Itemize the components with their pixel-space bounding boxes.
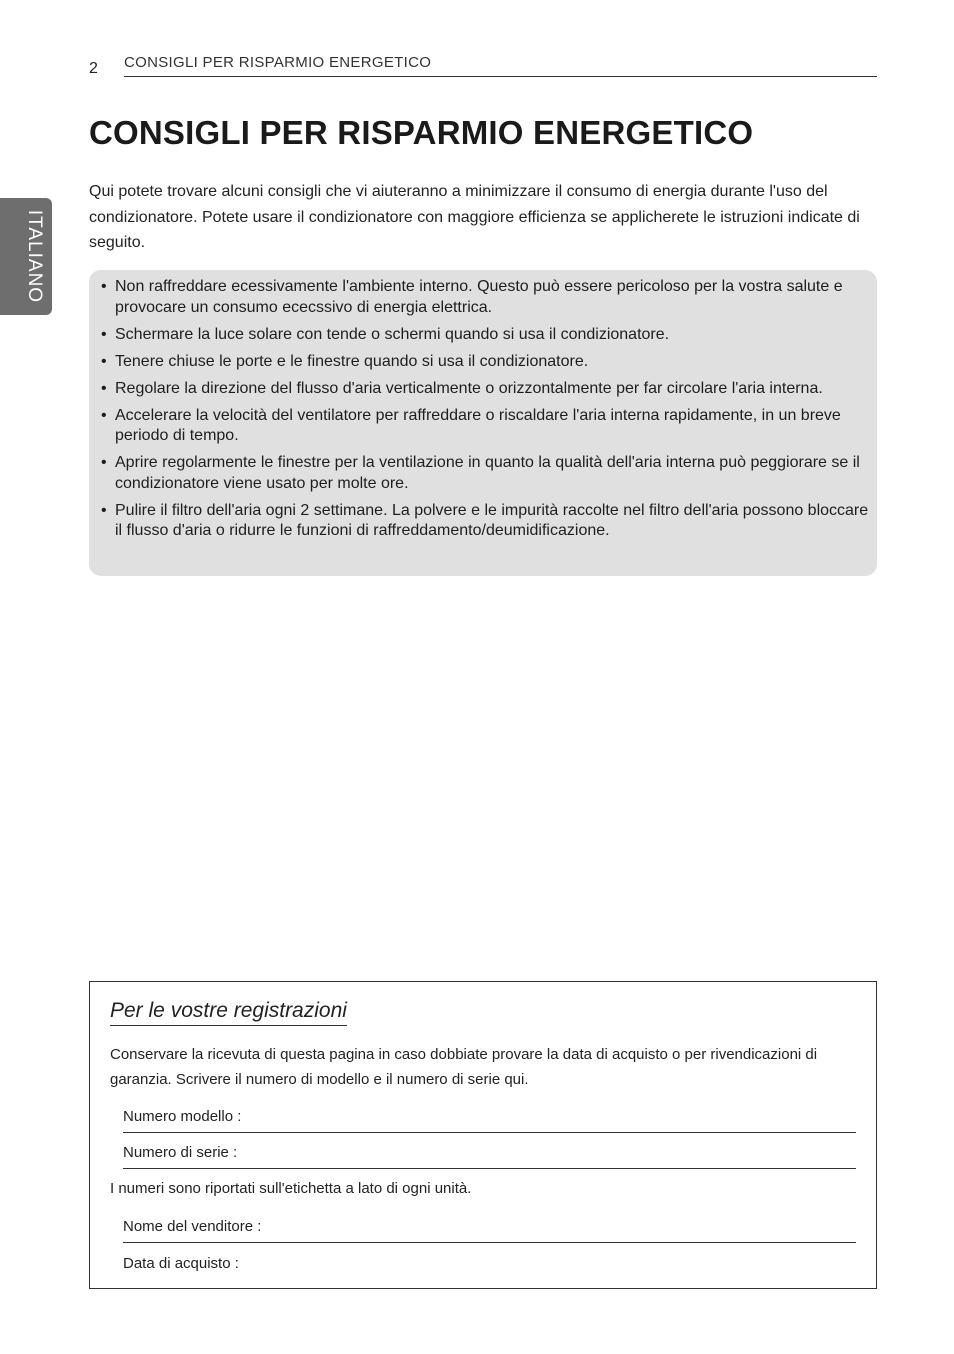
label-location-note: I numeri sono riportati sull'etichetta a lato di ogni unità. <box>110 1180 472 1197</box>
tip-text: Tenere chiuse le porte e le finestre quando si usa il condizionatore. <box>115 352 589 370</box>
records-box <box>89 981 877 1289</box>
purchase-date-field[interactable] <box>123 1251 856 1279</box>
bullet-icon: • <box>101 352 107 370</box>
dealer-name-label: Nome del venditore : <box>123 1218 262 1235</box>
tip-item <box>89 325 877 346</box>
intro-paragraph: Qui potete trovare alcuni consigli che vi aiuteranno a minimizzare il consumo di energia durante l'uso del condizionatore. Potete usare il condizionatore con maggiore efficienza se applicherete le istruzioni indicate di seguito. <box>89 183 860 251</box>
tip-text: Non raffreddare ecessivamente l'ambiente interno. Questo può essere pericoloso per la vostra salute e provocare un consumo ececssivo di energia elettrica. <box>115 278 843 316</box>
purchase-date-label: Data di acquisto : <box>123 1255 239 1272</box>
dealer-name-field[interactable] <box>123 1214 856 1243</box>
serial-number-label: Numero di serie : <box>123 1144 238 1161</box>
bullet-icon: • <box>101 501 107 519</box>
header-divider <box>124 76 877 77</box>
records-intro: Conservare la ricevuta di questa pagina in caso dobbiate provare la data di acquisto o per rivendicazioni di garanzia. Scrivere il numero di modello e il numero di serie qui. <box>110 1046 818 1088</box>
page-number: 2 <box>89 60 98 77</box>
page-title: CONSIGLI PER RISPARMIO ENERGETICO <box>89 114 754 151</box>
energy-tips-list <box>89 270 877 542</box>
tip-text: Accelerare la velocità del ventilatore per raffreddare o riscaldare l'aria interna rapidamente, in un breve periodo di tempo. <box>115 406 841 444</box>
tip-item <box>89 406 877 447</box>
serial-number-field[interactable] <box>123 1140 856 1169</box>
tip-text: Regolare la direzione del flusso d'aria verticalmente o orizzontalmente per far circolare l'aria interna. <box>115 379 823 397</box>
tip-text: Aprire regolarmente le finestre per la ventilazione in quanto la qualità dell'aria interna può peggiorare se il condizionatore viene usato per molte ore. <box>115 454 860 492</box>
bullet-icon: • <box>101 325 107 343</box>
bullet-icon: • <box>101 454 107 471</box>
bullet-icon: • <box>101 406 107 424</box>
tip-text: Pulire il filtro dell'aria ogni 2 settimane. La polvere e le impurità raccolte nel filtro dell'aria possono bloccare il flusso d'aria o ridurre le funzioni di raffreddamento/deumidificazione. <box>115 501 869 539</box>
model-number-label: Numero modello : <box>123 1108 242 1125</box>
tip-text: Schermare la luce solare con tende o schermi quando si usa il condizionatore. <box>115 325 670 343</box>
bullet-icon: • <box>101 278 107 295</box>
tip-item <box>89 352 877 373</box>
tip-item <box>89 501 877 542</box>
records-title: Per le vostre registrazioni <box>110 999 347 1026</box>
tip-item <box>89 453 877 494</box>
tip-item <box>89 379 877 400</box>
model-number-field[interactable] <box>123 1104 856 1133</box>
energy-tips-box <box>89 270 877 576</box>
bullet-icon: • <box>101 379 107 397</box>
tip-item <box>89 277 877 318</box>
running-header: CONSIGLI PER RISPARMIO ENERGETICO <box>124 54 432 71</box>
